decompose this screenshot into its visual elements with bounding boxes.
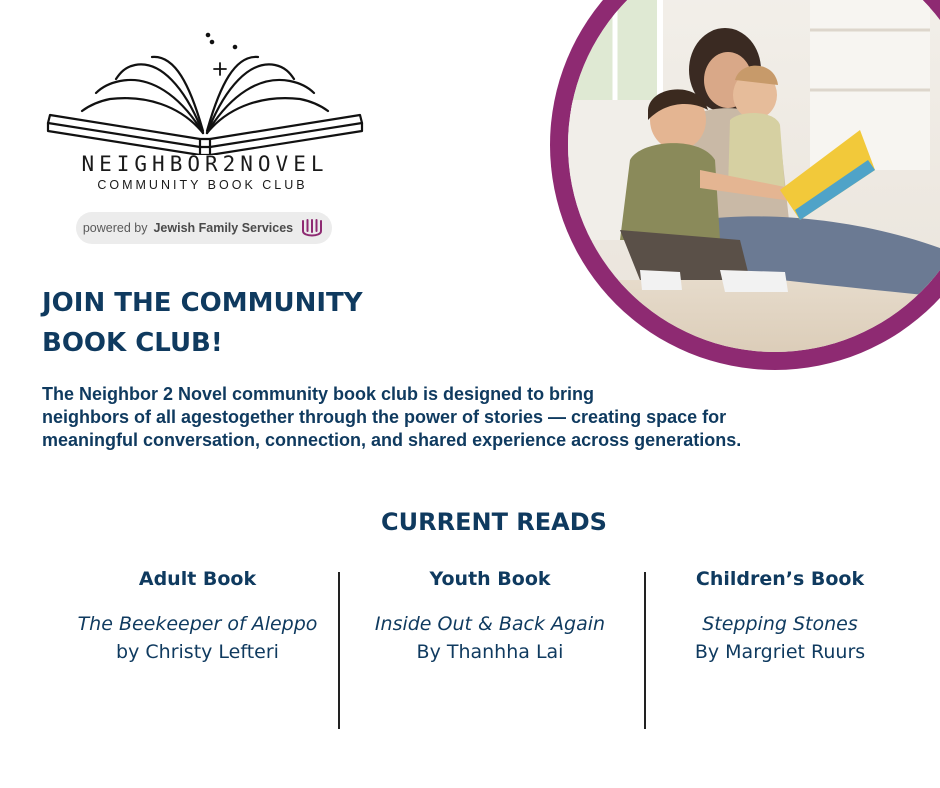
book-title: Inside Out & Back Again bbox=[374, 613, 606, 635]
childrens-book-column bbox=[650, 568, 910, 666]
open-book-logo-icon bbox=[40, 15, 370, 155]
book-author: By Margriet Ruurs bbox=[694, 641, 866, 663]
book-author: By Thanhha Lai bbox=[416, 641, 564, 663]
intro-line-2: neighbors of all agestogether through the power of stories — creating space for bbox=[42, 407, 727, 427]
powered-by-badge bbox=[76, 212, 332, 244]
youth-book-column bbox=[345, 568, 635, 666]
brand-logo bbox=[40, 15, 370, 200]
powered-prefix: powered by bbox=[82, 221, 148, 235]
intro-paragraph bbox=[42, 383, 842, 452]
book-title: The Beekeeper of Aleppo bbox=[77, 613, 318, 635]
headline-line-2: BOOK CLUB! bbox=[42, 328, 223, 358]
headline-line-1: JOIN THE COMMUNITY bbox=[42, 288, 363, 318]
powered-org: Jewish Family Services bbox=[153, 221, 294, 235]
family-reading-photo bbox=[550, 0, 940, 370]
current-reads-title: CURRENT READS bbox=[381, 508, 607, 536]
column-divider bbox=[338, 572, 340, 729]
book-author: by Christy Lefteri bbox=[116, 641, 279, 663]
adult-book-column bbox=[55, 568, 340, 666]
intro-line-3: meaningful conversation, connection, and shared experience across generations. bbox=[42, 430, 742, 450]
column-divider bbox=[644, 572, 646, 729]
book-category: Adult Book bbox=[138, 568, 257, 590]
intro-line-1: The Neighbor 2 Novel community book club is designed to bring bbox=[42, 384, 595, 404]
page-headline bbox=[42, 283, 462, 363]
brand-name: NEIGHBOR2NOVEL bbox=[81, 152, 329, 176]
book-category: Youth Book bbox=[429, 568, 551, 590]
brand-subtitle: COMMUNITY BOOK CLUB bbox=[97, 178, 308, 192]
book-title: Stepping Stones bbox=[702, 613, 858, 635]
book-category: Children’s Book bbox=[695, 568, 865, 590]
jfs-hands-icon bbox=[299, 215, 325, 241]
